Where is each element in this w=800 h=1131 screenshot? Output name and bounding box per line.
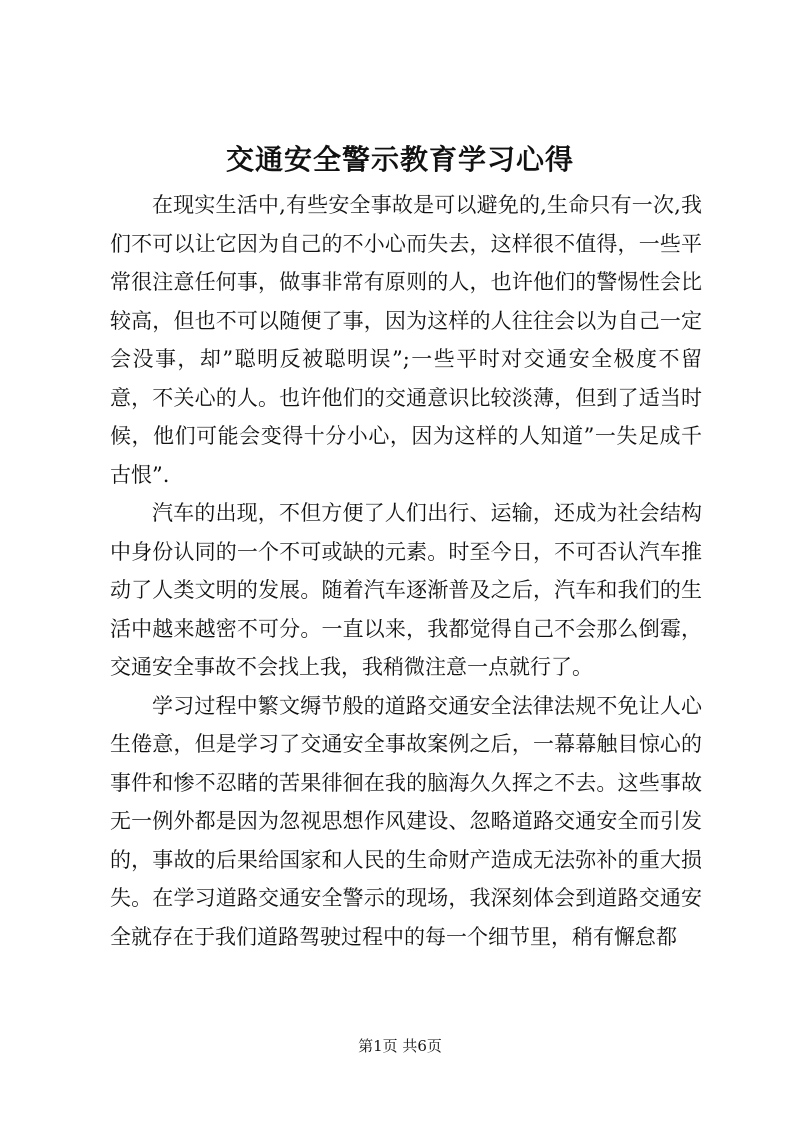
document-body [110, 186, 702, 956]
document-title: 交通安全警示教育学习心得 [225, 143, 574, 176]
page-footer: 第1页 共6页 [358, 1037, 442, 1055]
paragraph-3: 学习过程中繁文缛节般的道路交通安全法律法规不免让人心生倦意，但是学习了交通安全事故案例之后，一幕幕触目惊心的事件和惨不忍睹的苦果徘徊在我的脑海久久挥之不去。这些事故无一例外都是因为忽视思想作风建设、忽略道路交通安全而引发的，事故的后果给国家和人民的生命财产造成无法弥补的重大损失。在学习道路交通安全警示的现场，我深刻体会到道路交通安全就存在于我们道路驾驶过程中的每一个细节里，稍有懈怠都 [110, 693, 702, 949]
paragraph-1: 在现实生活中,有些安全事故是可以避免的,生命只有一次,我们不可以让它因为自己的不小心而失去，这样很不值得，一些平常很注意任何事，做事非常有原则的人，也许他们的警惕性会比较高，但也不可以随便了事，因为这样的人往往会以为自己一定会没事，却”聪明反被聪明误”;一些平时对交通安全极度不留意，不关心的人。也许他们的交通意识比较淡薄，但到了适当时候，他们可能会变得十分小心，因为这样的人知道”一失足成千古恨”. [110, 193, 702, 487]
paragraph-2: 汽车的出现，不但方便了人们出行、运输，还成为社会结构中身份认同的一个不可或缺的元素。时至今日，不可否认汽车推动了人类文明的发展。随着汽车逐渐普及之后，汽车和我们的生活中越来越密不可分。一直以来，我都觉得自己不会那么倒霉，交通安全事故不会找上我，我稍微注意一点就行了。 [110, 501, 702, 679]
